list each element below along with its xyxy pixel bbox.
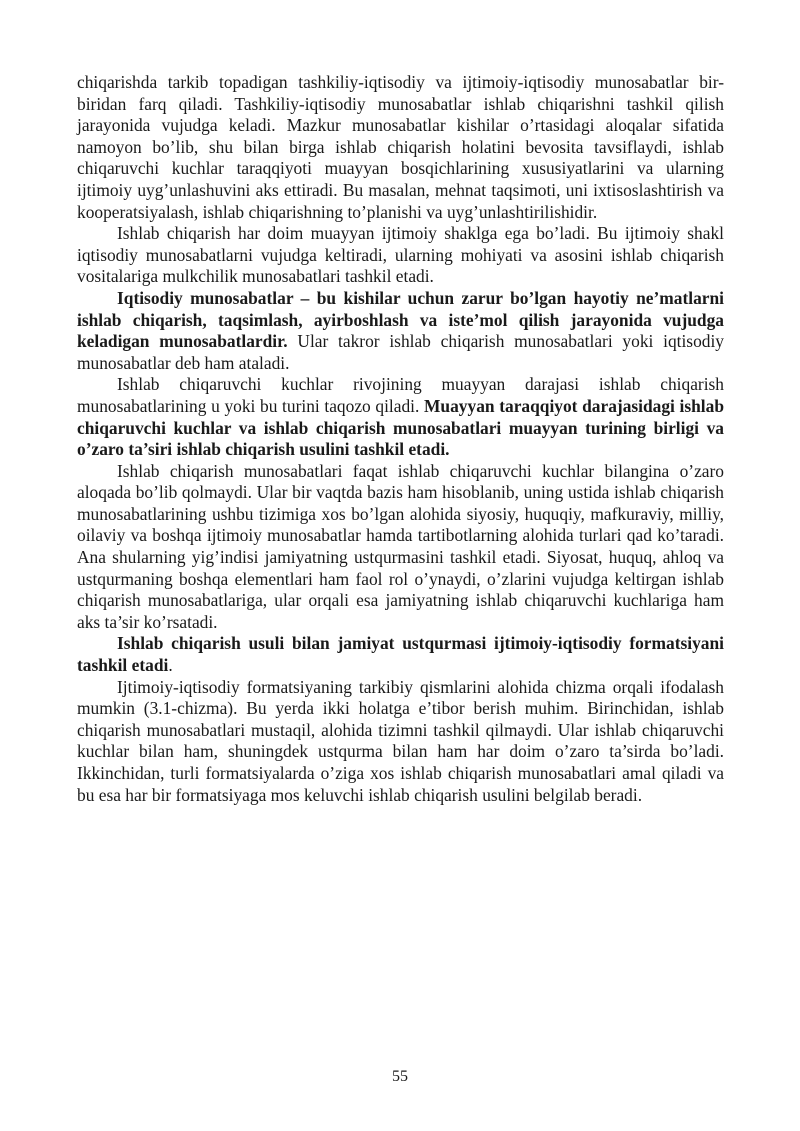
paragraph-text: Ular takror ishlab chiqarish munosabatlari yoki iqtisodiy munosabatlar deb ham ataladi. [77, 331, 724, 373]
definition-bold-text: Ishlab chiqarish usuli bilan jamiyat ustqurmasi ijtimoiy-iqtisodiy formatsiyani tashkil etadi [77, 633, 724, 676]
paragraph-text: Ishlab chiqarish munosabatlari faqat ishlab chiqaruvchi kuchlar bilangina o’zaro aloqada bo’lib qolmaydi. Ular bir vaqtda bazis ham hisoblanib, uning ustida ishlab chiqarish munosabatlarining ushbu tizimiga xos bo’lgan alohida siyosiy, huquqiy, mafkuraviy, milliy, oilaviy va boshqa ijtimoiy munosabatlar hamda tartibotlarning alohida turlari qad ko’taradi. Ana shularning yig’indisi jamiyatning ustqurmasini tashkil etadi. Siyosat, huquq, ahloq va ustqurmaning boshqa elementlari ham faol rol o’ynaydi, o’zlarini vujudga keltirgan ishlab chiqarish munosabatlariga, ular orqali esa jamiyatning ishlab chiqaruvchi kuchlariga ham aks ta’sir ko’rsatadi. [77, 460, 724, 632]
page-number: 55 [392, 1068, 408, 1085]
paragraph-text: chiqarishda tarkib topadigan tashkiliy-iqtisodiy va ijtimoiy-iqtisodiy munosabatlar bir-biridan farq qiladi. Tashkiliy-iqtisodiy munosabatlar ishlab chiqarishni tashkil qilish jarayonida vujudga keladi. Mazkur munosabatlar kishilar o’rtasidagi aloqalar sifatida namoyon bo’lib, shu bilan birga ishlab chiqarish holatini bevosita tavsiflaydi, ishlab chiqaruvchi kuchlar taraqqiyoti muayyan bosqichlarining xususiyatlarini va ularning ijtimoiy uyg’unlashuvini aks ettiradi. Bu masalan, mehnat taqsimoti, uni ixtisoslashtirish va kooperatsiyalash, ishlab chiqarishning to’planishi va uyg’unlashtirilishidir. [77, 72, 724, 222]
paragraph-formation-definition [77, 633, 724, 676]
paragraph-economic-relations-definition [77, 288, 724, 374]
definition-bold-text: Muayyan taraqqiyot darajasidagi ishlab chiqaruvchi kuchlar va ishlab chiqarish munosabatlari muayyan turining birligi va o’zaro ta’siri ishlab chiqarish usulini tashkil etadi. [77, 395, 725, 460]
paragraph-text: Ishlab chiqaruvchi kuchlar rivojining muayyan darajasi ishlab chiqarish munosabatlarining u yoki bu turini taqozo qiladi. [77, 374, 724, 416]
paragraph-continuation [77, 72, 724, 223]
paragraph-social-form [77, 223, 724, 288]
paragraph-text: . [168, 655, 173, 676]
paragraph-text: Ishlab chiqarish har doim muayyan ijtimoiy shaklga ega bo’ladi. Bu ijtimoiy shakl iqtisodiy munosabatlarni vujudga keltiradi, ularning mohiyati va asosini ishlab chiqarish vositalariga mulkchilik munosabatlari tashkil etadi. [77, 223, 724, 287]
paragraph-text: Ijtimoiy-iqtisodiy formatsiyaning tarkibiy qismlarini alohida chizma orqali ifodalash mumkin (3.1-chizma). Bu yerda ikki holatga e’tibor berish muhim. Birinchidan, ishlab chiqarish munosabatlari mustaqil, alohida tizimni tashkil qilmaydi. Ular ishlab chiqaruvchi kuchlar bilan ham, shuningdek ustqurma bilan ham har doim o’zaro ta’sirda bo’ladi. Ikkinchidan, turli formatsiyalarda o’ziga xos ishlab chiqarish munosabatlari amal qiladi va bu esa har bir formatsiyaga mos keluvchi ishlab chiqarish usulini belgilab beradi. [77, 676, 724, 805]
paragraph-superstructure [77, 461, 724, 634]
paragraph-formation-components [77, 677, 724, 807]
page-body [77, 72, 724, 806]
paragraph-production-method [77, 374, 724, 460]
definition-bold-text: Iqtisodiy munosabatlar – bu kishilar uchun zarur bo’lgan hayotiy ne’matlarni ishlab chiqarish, taqsimlash, ayirboshlash va iste’mol qilish jarayonida vujudga keladigan munosabatlardir. [77, 287, 724, 352]
